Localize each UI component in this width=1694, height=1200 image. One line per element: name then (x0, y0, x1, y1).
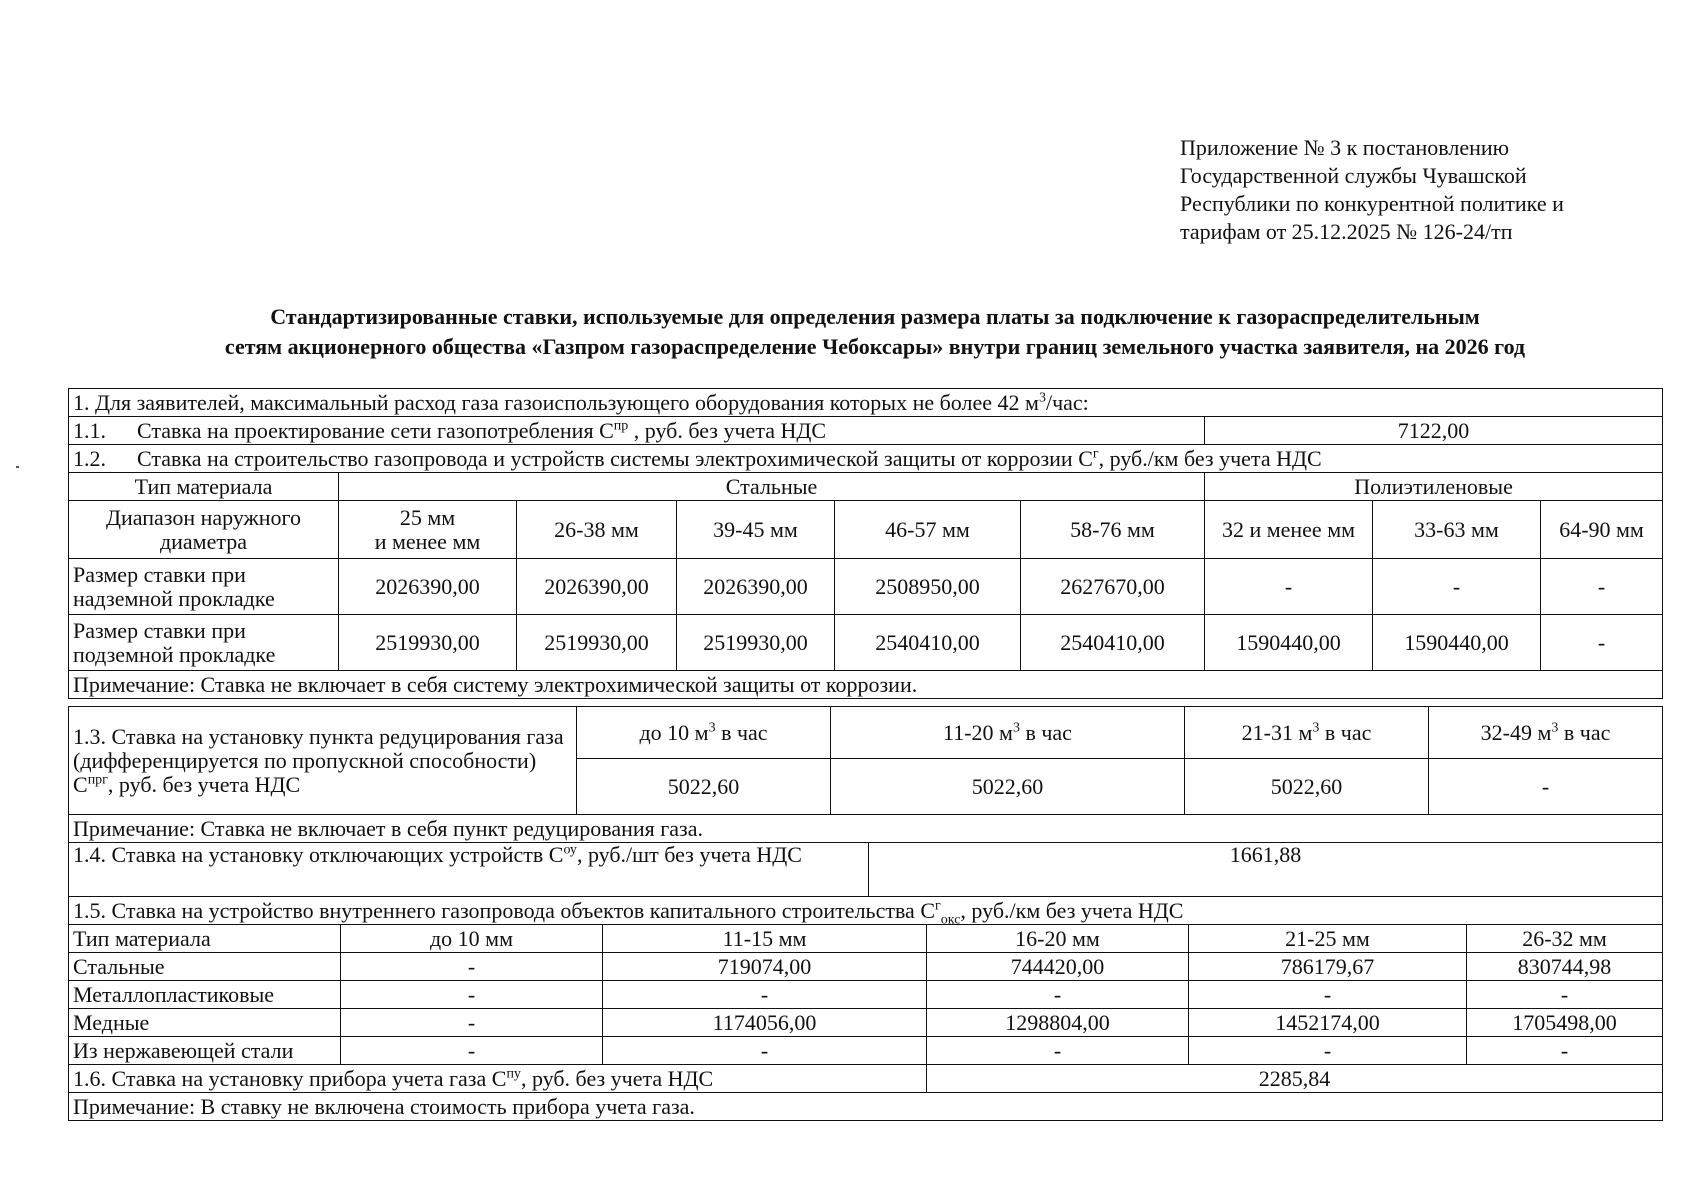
table-cell: - (1541, 615, 1663, 671)
appendix-line-2: Государственной службы Чувашской (1180, 163, 1527, 188)
table-cell: - (1189, 1037, 1467, 1065)
table-cell: 1590440,00 (1373, 615, 1541, 671)
table-cell: 719074,00 (603, 953, 927, 981)
section-1-1-label: 1.1. Ставка на проектирование сети газопотребления $С^{пр}$ , руб. без учета НДС (69, 417, 1205, 445)
table-cell: 2519930,00 (339, 615, 517, 671)
table-cell: - (341, 1037, 603, 1065)
table-cell: 2026390,00 (677, 559, 835, 615)
rates-table-reduction-point (68, 706, 1663, 843)
section-1-6-note: Примечание: В ставку не включена стоимость прибора учета газа. (69, 1093, 1663, 1121)
pipe-diameter-4: 21-25 мм (1189, 925, 1467, 953)
diameter-steel-4: 46-57 мм (835, 501, 1021, 559)
title-line-2: сетям акционерного общества «Газпром газораспределение Чебоксары» внутри границ земельного участка заявителя, на 2026 год (224, 334, 1526, 359)
pipe-diameter-2: 11-15 мм (603, 925, 927, 953)
diameter-poly-3: 64-90 мм (1541, 501, 1663, 559)
row-label-underground: Размер ставки при подземной прокладке (69, 615, 339, 671)
material-type-header: Тип материала (69, 473, 339, 501)
table-cell: 5022,60 (831, 759, 1185, 815)
table-cell: - (1467, 981, 1663, 1009)
diameter-steel-1: 25 мм и менее мм (339, 501, 517, 559)
table-cell: 2627670,00 (1021, 559, 1205, 615)
pipe-diameter-1: до 10 мм (341, 925, 603, 953)
section-1-5-label: 1.5. Ставка на устройство внутреннего газопровода объектов капитального строительства $С^г_{окс}$, руб./км без учета НДС (69, 897, 1663, 925)
row-label: Медные (69, 1009, 341, 1037)
table-cell: - (603, 981, 927, 1009)
row-label: Металлопластиковые (69, 981, 341, 1009)
diameter-steel-5: 58-76 мм (1021, 501, 1205, 559)
diameter-range-header: Диапазон наружного диаметра (69, 501, 339, 559)
table-row (69, 1037, 1663, 1065)
section-1-2-label: 1.2. Ставка на строительство газопровода и устройств системы электрохимической защиты от коррозии $С^г$, руб./км без учета НДС (69, 445, 1663, 473)
table-cell: - (341, 1009, 603, 1037)
table-row (69, 559, 1663, 615)
table-cell: 830744,98 (1467, 953, 1663, 981)
table-cell: - (1429, 759, 1663, 815)
row-label: Из нержавеющей стали (69, 1037, 341, 1065)
table-cell: - (1189, 981, 1467, 1009)
capacity-range-2: 11-20 $м^3$ в час (831, 707, 1185, 759)
section-1-3-note: Примечание: Ставка не включает в себя пункт редуцирования газа. (69, 815, 1663, 843)
table-cell: 2540410,00 (835, 615, 1021, 671)
pipe-diameter-3: 16-20 мм (927, 925, 1189, 953)
section-1-4-label: 1.4. Ставка на установку отключающих устройств $С^{оу}$, руб./шт без учета НДС (69, 843, 869, 897)
capacity-range-1: до 10 $м^3$ в час (577, 707, 831, 759)
table-cell: - (1467, 1037, 1663, 1065)
table-cell: - (1541, 559, 1663, 615)
diameter-steel-3: 39-45 мм (677, 501, 835, 559)
table-cell: 1298804,00 (927, 1009, 1189, 1037)
rates-table-shutoff (68, 842, 1663, 897)
section-1-2-note: Примечание: Ставка не включает в себя систему электрохимической защиты от коррозии. (69, 671, 1663, 699)
table-row (69, 981, 1663, 1009)
diameter-steel-2: 26-38 мм (517, 501, 677, 559)
table-cell: 5022,60 (577, 759, 831, 815)
table-cell: 2026390,00 (517, 559, 677, 615)
capacity-range-4: 32-49 $м^3$ в час (1429, 707, 1663, 759)
appendix-note (1180, 134, 1660, 246)
section-1-1-value: 7122,00 (1205, 417, 1663, 445)
steel-header: Стальные (339, 473, 1205, 501)
section-1-3-label: 1.3. Ставка на установку пункта редуцирования газа (дифференцируется по пропускной способности) $С^{прг}$, руб. без учета НДС (69, 707, 577, 815)
table-row (69, 953, 1663, 981)
section-1-4-value: 1661,88 (869, 843, 1663, 897)
scan-speck (16, 466, 19, 468)
appendix-line-1: Приложение № 3 к постановлению (1180, 135, 1510, 160)
capacity-range-3: 21-31 $м^3$ в час (1185, 707, 1429, 759)
table-cell: 2508950,00 (835, 559, 1021, 615)
table-row (69, 615, 1663, 671)
table-cell: 1705498,00 (1467, 1009, 1663, 1037)
table-cell: - (1373, 559, 1541, 615)
table-cell: - (927, 981, 1189, 1009)
document-title (60, 302, 1690, 362)
polyethylene-header: Полиэтиленовые (1205, 473, 1663, 501)
table-cell: 1174056,00 (603, 1009, 927, 1037)
pipe-diameter-5: 26-32 мм (1467, 925, 1663, 953)
row-label-aboveground: Размер ставки при надземной прокладке (69, 559, 339, 615)
diameter-poly-2: 33-63 мм (1373, 501, 1541, 559)
table-cell: - (603, 1037, 927, 1065)
rates-table-pipeline (68, 388, 1663, 699)
section-1-6-label: 1.6. Ставка на установку прибора учета газа $С^{пу}$, руб. без учета НДС (69, 1065, 927, 1093)
table-cell: 1590440,00 (1205, 615, 1373, 671)
table-cell: 744420,00 (927, 953, 1189, 981)
table-cell: - (341, 953, 603, 981)
table-cell: 2026390,00 (339, 559, 517, 615)
appendix-line-3: Республики по конкурентной политике и (1180, 191, 1564, 216)
table-cell: 2540410,00 (1021, 615, 1205, 671)
table-cell: - (927, 1037, 1189, 1065)
table-cell: 1452174,00 (1189, 1009, 1467, 1037)
table-cell: - (341, 981, 603, 1009)
diameter-poly-1: 32 и менее мм (1205, 501, 1373, 559)
material-type-header-2: Тип материала (69, 925, 341, 953)
table-cell: - (1205, 559, 1373, 615)
title-line-1: Стандартизированные ставки, используемые для определения размера платы за подключение к газораспределительным (270, 304, 1480, 329)
table-cell: 2519930,00 (517, 615, 677, 671)
appendix-line-4: тарифам от 25.12.2025 № 126-24/тп (1180, 219, 1513, 244)
rates-table-internal-pipeline (68, 896, 1663, 1121)
section-1-6-value: 2285,84 (927, 1065, 1663, 1093)
section-1-heading: 1. Для заявителей, максимальный расход газа газоиспользующего оборудования которых не более 42 $м^3$/час: (69, 389, 1663, 417)
table-row (69, 1009, 1663, 1037)
row-label: Стальные (69, 953, 341, 981)
table-cell: 5022,60 (1185, 759, 1429, 815)
table-cell: 2519930,00 (677, 615, 835, 671)
table-cell: 786179,67 (1189, 953, 1467, 981)
